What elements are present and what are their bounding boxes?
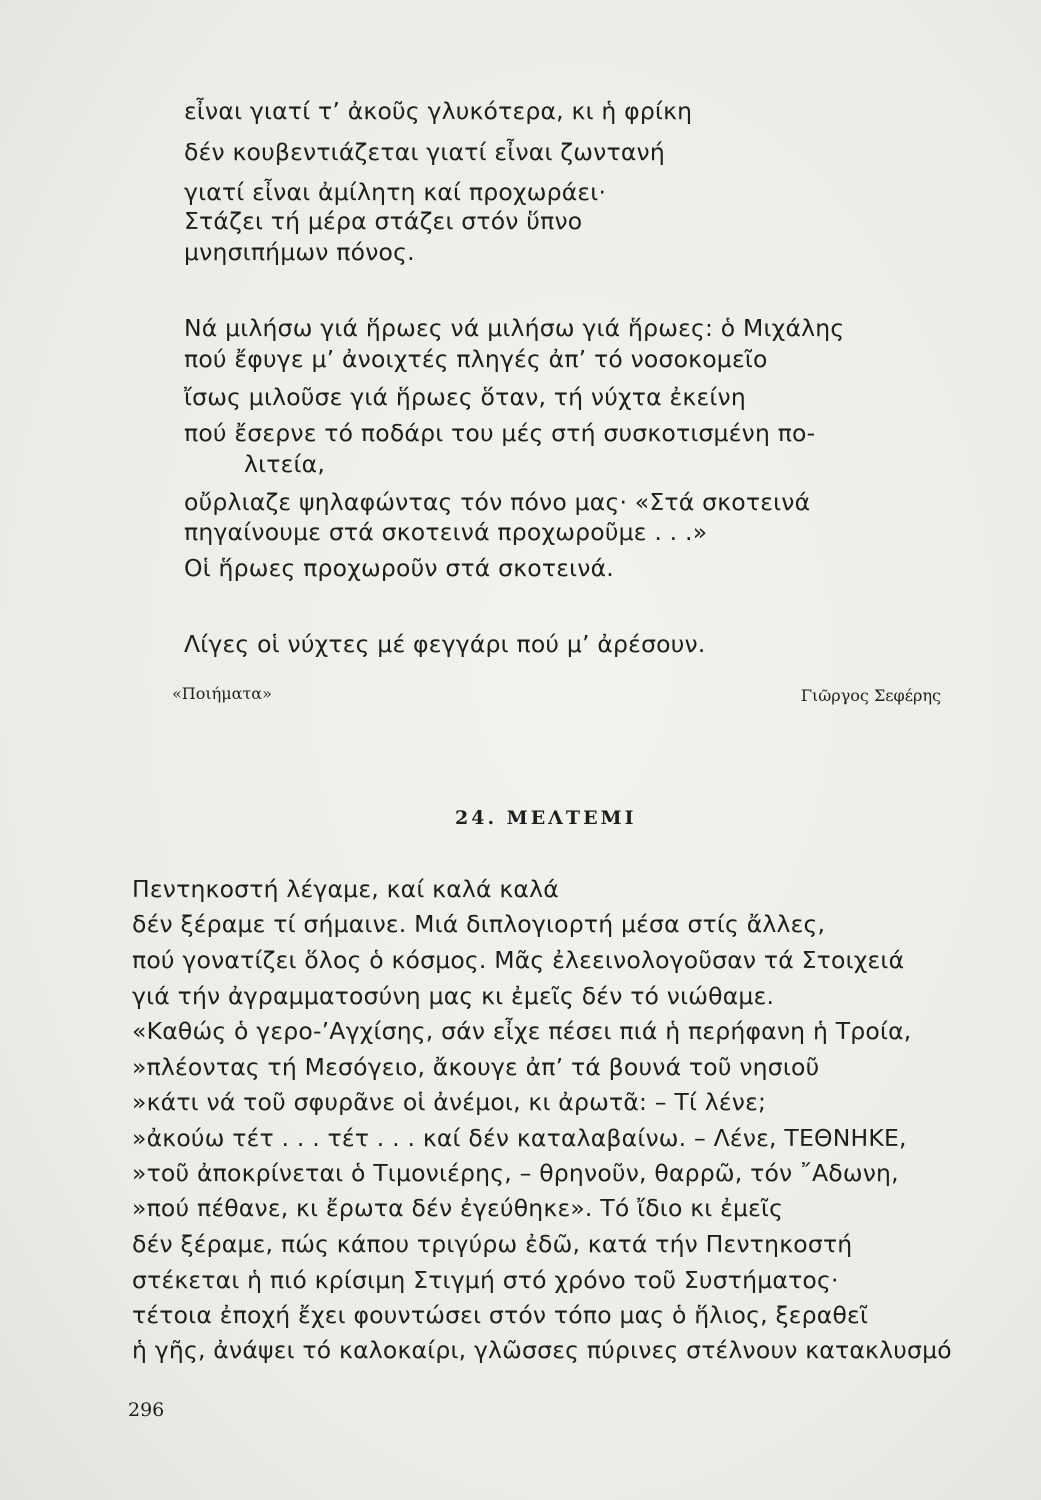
section-line: δέν ξέραμε τί σήμαινε. Μιά διπλογιορτή μέσα στίς ἄλλες, <box>132 910 826 938</box>
poem-line: Στάζει τή μέρα στάζει στόν ὕπνο <box>184 207 583 235</box>
poem-source: «Ποιήματα» <box>172 684 272 703</box>
poem-closing-line: Λίγες οἱ νύχτες μέ φεγγάρι πού μ’ ἀρέσουν. <box>184 630 706 658</box>
page-number: 296 <box>128 1399 165 1421</box>
section-line: «Καθώς ὁ γερο-’Αγχίσης, σάν εἶχε πέσει πιά ἡ περήφανη ἡ Τροία, <box>132 1017 912 1045</box>
poem-author: Γιῶργος Σεφέρης <box>800 686 941 705</box>
poem-line: οὔρλιαζε ψηλαφώντας τόν πόνο μας· «Στά σκοτεινά <box>184 488 811 516</box>
poem-line: Νά μιλήσω γιά ἥρωες νά μιλήσω γιά ἥρωες: ὁ Μιχάλης <box>184 314 845 342</box>
poem-line: πού ἔσερνε τό ποδάρι του μές στή συσκοτισμένη πο- <box>184 419 816 447</box>
poem-line: δέν κουβεντιάζεται γιατί εἶναι ζωντανή <box>184 138 665 166</box>
section-line: »ἀκούω τέτ . . . τέτ . . . καί δέν καταλαβαίνω. – Λένε, ΤΕΘΝΗΚΕ, <box>132 1124 907 1152</box>
section-line: »πού πέθανε, κι ἔρωτα δέν ἐγεύθηκε». Τό ἴδιο κι ἐμεῖς <box>132 1194 784 1222</box>
section-line: »τοῦ ἀποκρίνεται ὁ Τιμονιέρης, – θρηνοῦν, θαρρῶ, τόν ῎Αδωνη, <box>132 1159 899 1187</box>
poem-line: πηγαίνουμε στά σκοτεινά προχωροῦμε . . .» <box>184 518 708 546</box>
section-line: τέτοια ἐποχή ἔχει φουντώσει στόν τόπο μας ὁ ἥλιος, ξεραθεῖ <box>132 1301 869 1329</box>
section-line: »πλέοντας τή Μεσόγειο, ἄκουγε ἀπ’ τά βουνά τοῦ νησιοῦ <box>132 1053 820 1081</box>
poem-line: εἶναι γιατί τ’ ἀκοῦς γλυκότερα, κι ἡ φρίκη <box>184 97 693 125</box>
section-line: γιά τήν ἀγραμματοσύνη μας κι ἐμεῖς δέν τό νιώθαμε. <box>132 982 775 1010</box>
section-line: Πεντηκοστή λέγαμε, καί καλά καλά <box>132 875 559 903</box>
poem-line: ἴσως μιλοῦσε γιά ἥρωες ὅταν, τή νύχτα ἐκείνη <box>184 383 746 411</box>
poem-line: πού ἔφυγε μ’ ἀνοιχτές πληγές ἀπ’ τό νοσοκομεῖο <box>184 345 768 373</box>
section-line: δέν ξέραμε, πώς κάπου τριγύρω ἐδῶ, κατά τήν Πεντηκοστή <box>132 1230 853 1258</box>
section-title: 24. ΜΕΛΤΕΜΙ <box>455 807 637 829</box>
poem-line: μνησιπήμων πόνος. <box>184 238 415 266</box>
section-line: »κάτι νά τοῦ σφυρᾶνε οἱ ἀνέμοι, κι ἀρωτᾶ: – Τί λένε; <box>132 1088 767 1116</box>
poem-line: γιατί εἶναι ἀμίλητη καί προχωράει· <box>184 178 607 206</box>
section-line: ἡ γῆς, ἀνάψει τό καλοκαίρι, γλῶσσες πύρινες στέλνουν κατακλυσμό <box>132 1336 952 1364</box>
section-line: πού γονατίζει ὅλος ὁ κόσμος. Μᾶς ἐλεεινολογοῦσαν τά Στοιχειά <box>132 946 905 974</box>
poem-line: λιτεία, <box>244 450 326 478</box>
section-line: στέκεται ἡ πιό κρίσιμη Στιγμή στό χρόνο τοῦ Συστήματος· <box>132 1266 839 1294</box>
poem-line: Οἱ ἥρωες προχωροῦν στά σκοτεινά. <box>184 554 614 582</box>
